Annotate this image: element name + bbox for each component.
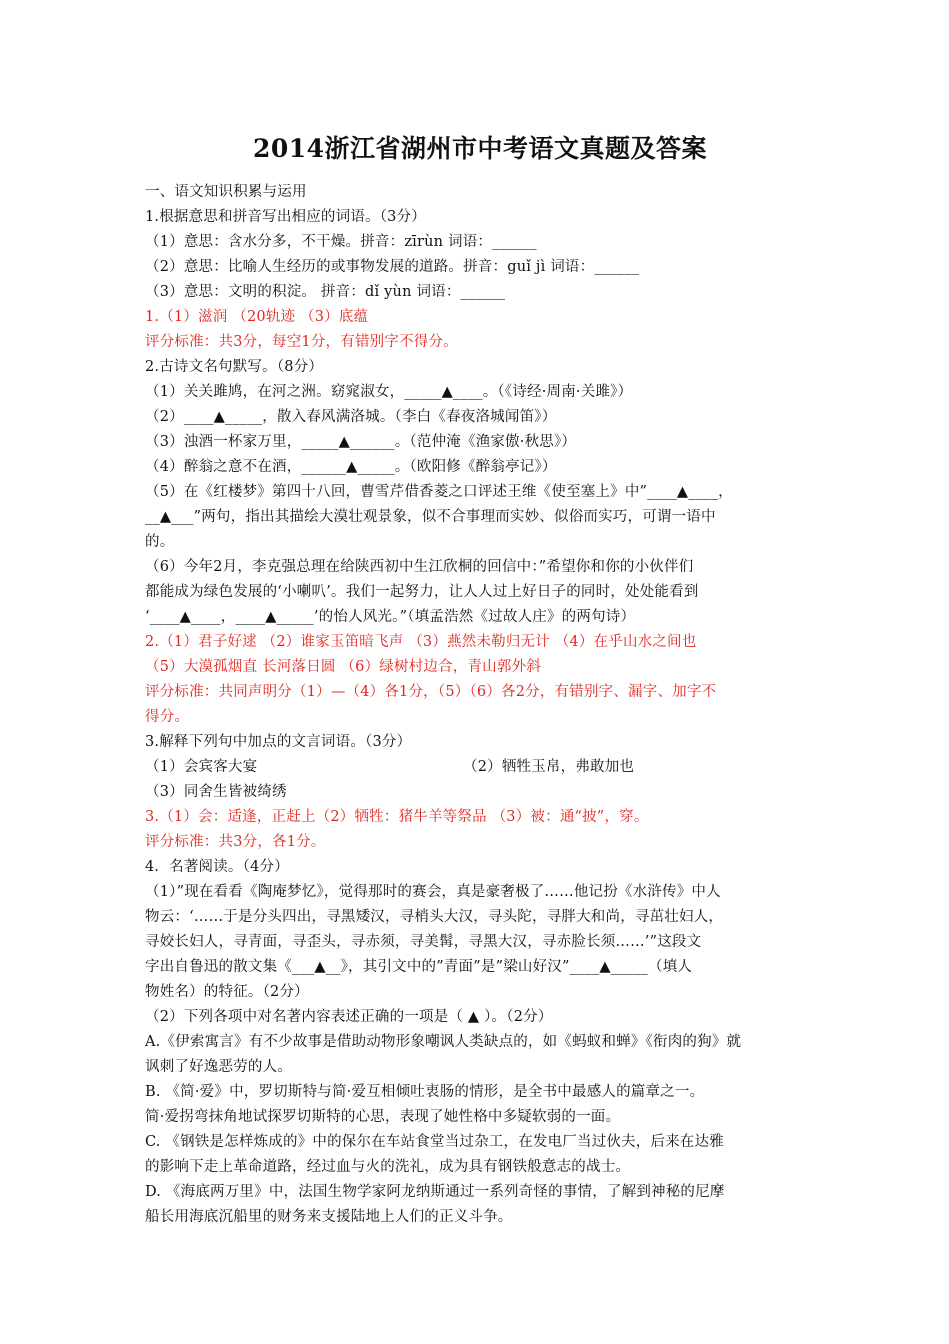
text-line: （1）关关雎鸠，在河之洲。窈窕淑女，_____▲____。（《诗经·周南·关雎》） xyxy=(145,384,633,400)
text-line: ‘____▲____，____▲_____’的怡人风光。”（填孟浩然《过故人庄》的两句诗） xyxy=(145,609,636,625)
text-line: 简·爱拐弯抹角地试探罗切斯特的心思，表现了她性格中多疑软弱的一面。 xyxy=(145,1109,621,1125)
text-line: （1）”现在看看《陶庵梦忆》，觉得那时的赛会，真是豪奢极了……他记扮《水浒传》中人 xyxy=(145,884,721,900)
text-line: 船长用海底沉船里的财务来支援陆地上人们的正义斗争。 xyxy=(145,1209,513,1225)
text-line: 寻姣长妇人，寻青面，寻歪头，寻赤须，寻美髯，寻黑大汉，寻赤脸长须……’”这段文 xyxy=(145,934,702,950)
text-line: （2）____▲_____，散入春风满洛城。（李白《春夜洛城闻笛》） xyxy=(145,409,557,425)
text-line: （3）同舍生皆被绮绣 xyxy=(145,784,287,800)
text-line: 物云：‘……于是分头四出，寻黑矮汉，寻梢头大汉，寻头陀，寻胖大和尚，寻茁壮妇人， xyxy=(145,909,724,925)
answer-line: 评分标准：共3分，各1分。 xyxy=(145,834,326,850)
text-block-1 xyxy=(145,180,815,755)
text-line: （5）在《红楼梦》第四十八回，曹雪芹借香菱之口评述王维《使至塞上》中”____▲____， xyxy=(145,484,733,500)
question-3-item-2: （2）牺牲玉帛，弗敢加也 xyxy=(463,759,635,775)
answer-line: 1.（1）滋润 （20轨迹 （3）底蕴 xyxy=(145,309,369,325)
text-line: 讽刺了好逸恶劳的人。 xyxy=(145,1059,292,1075)
text-line: D. 《海底两万里》中，法国生物学家阿龙纳斯通过一系列奇怪的事情，了解到神秘的尼摩 xyxy=(145,1184,725,1200)
page-title: 2014浙江省湖州市中考语文真题及答案 xyxy=(252,134,708,163)
text-line: A.《伊索寓言》有不少故事是借助动物形象嘲讽人类缺点的，如《蚂蚁和蝉》《衔肉的狗》就 xyxy=(145,1034,742,1050)
text-line: （1）意思：含水分多，不干燥。拼音：zīrùn 词语：______ xyxy=(145,234,537,250)
text-line: 都能成为绿色发展的‘小喇叭’。我们一起努力，让人人过上好日子的同时，处处能看到 xyxy=(145,584,699,600)
text-line: C. 《钢铁是怎样炼成的》中的保尔在车站食堂当过杂工，在发电厂当过伙夫，后来在达雅 xyxy=(145,1134,724,1150)
two-column-row xyxy=(145,755,815,780)
answer-line: 评分标准：共3分，每空1分，有错别字不得分。 xyxy=(145,334,458,350)
text-line: （4）醉翁之意不在酒，______▲_____。（欧阳修《醉翁亭记》） xyxy=(145,459,557,475)
text-line: 的。 xyxy=(145,534,175,550)
text-line: 3.解释下列句中加点的文言词语。（3分） xyxy=(145,734,412,750)
answer-line: 得分。 xyxy=(145,709,190,725)
answer-line: 评分标准：共同声明分（1）—（4）各1分，（5）（6）各2分，有错别字、漏字、加字不 xyxy=(145,684,717,700)
text-line: 1.根据意思和拼音写出相应的词语。（3分） xyxy=(145,209,427,225)
question-3-item-1: （1）会宾客大宴 xyxy=(145,759,258,775)
text-line: （2）下列各项中对名著内容表述正确的一项是（ ▲ ）。（2分） xyxy=(145,1009,553,1025)
exam-document xyxy=(145,132,815,1230)
text-line: （3）意思：文明的积淀。 拼音：dǐ yùn 词语：______ xyxy=(145,284,506,300)
text-line: 2.古诗文名句默写。（8分） xyxy=(145,359,324,375)
text-line: __▲___”两句，指出其描绘大漠壮观景象，似不合事理而实妙、似俗而实巧，可谓一语中 xyxy=(145,509,716,525)
text-line: （2）意思：比喻人生经历的或事物发展的道路。拼音：guǐ jì 词语：______ xyxy=(145,259,640,275)
text-line: （6）今年2月，李克强总理在给陕西初中生江欣桐的回信中：”希望你和你的小伙伴们 xyxy=(145,559,694,575)
text-line: 物姓名）的特征。（2分） xyxy=(145,984,309,1000)
answer-line: 2.（1）君子好逑 （2）谁家玉笛暗飞声 （3）燕然未勒归无计 （4）在乎山水之间也 xyxy=(145,634,697,650)
text-line: 4．名著阅读。（4分） xyxy=(145,859,289,875)
text-block-2 xyxy=(145,780,815,1230)
text-line: 一、语文知识积累与运用 xyxy=(145,184,307,200)
text-line: B. 《简·爱》中，罗切斯特与简·爱互相倾吐衷肠的情形，是全书中最感人的篇章之一。 xyxy=(145,1084,705,1100)
text-line: 字出自鲁迅的散文集《___▲__》，其引文中的”青面”是”梁山好汉”____▲_____（填人 xyxy=(145,959,693,975)
text-line: （3）浊酒一杯家万里，_____▲______。（范仲淹《渔家傲·秋思》） xyxy=(145,434,577,450)
text-line: 的影响下走上革命道路，经过血与火的洗礼，成为具有钢铁般意志的战士。 xyxy=(145,1159,631,1175)
answer-line: 3.（1）会：适逢，正赶上（2）牺牲：猪牛羊等祭品 （3）被：通“披”，穿。 xyxy=(145,809,649,825)
answer-line: （5）大漠孤烟直 长河落日圆 （6）绿树村边合，青山郭外斜 xyxy=(145,659,541,675)
